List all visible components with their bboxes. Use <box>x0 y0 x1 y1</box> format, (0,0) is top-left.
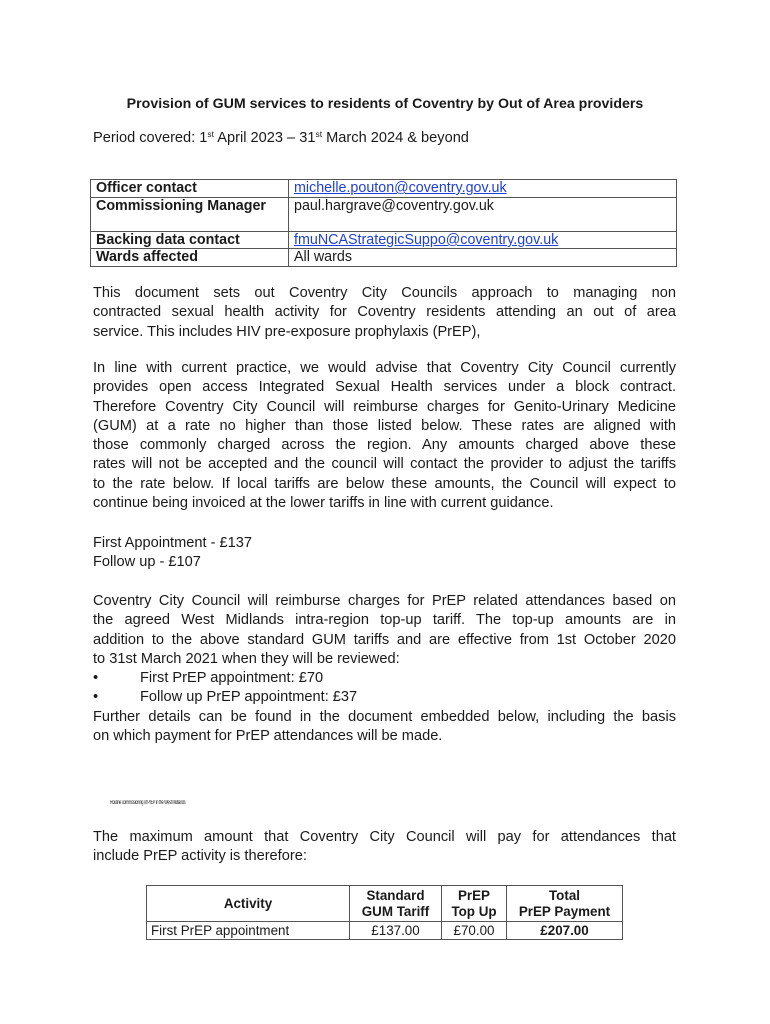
contact-row-commissioning <box>91 198 677 232</box>
practice-line: continue being invoiced at the lower tariffs in line with current guidance. <box>93 495 554 512</box>
practice-line: provides open access Integrated Sexual Health services under a block contract. <box>93 379 676 396</box>
prep-table-header-row <box>147 886 623 922</box>
bullet-marker: • <box>93 670 99 687</box>
gum-tariffs <box>93 534 676 573</box>
tariff-first-appointment: First Appointment - £137 <box>93 535 252 551</box>
maximum-line: The maximum amount that Coventry City Council will pay for attendances that <box>93 829 676 845</box>
prep-line: Coventry City Council will reimburse charges for PrEP related attendances based on <box>93 593 676 609</box>
intro-line: contracted sexual health activity for Coventry residents attending an out of area <box>93 304 676 321</box>
prep-line: addition to the above standard GUM tariffs and are effective from 1st October 2020 <box>93 631 676 648</box>
practice-line: (GUM) at a rate no higher than those listed below. These rates are aligned with <box>93 417 676 434</box>
practice-line: In line with current practice, we would advise that Coventry City Council currently <box>93 360 676 376</box>
contact-label: Wards affected <box>91 249 289 267</box>
period-middle: April 2023 – 31 <box>214 130 316 146</box>
header-text: Top Up <box>451 903 497 919</box>
period-sup-2: st <box>315 129 323 139</box>
contact-value: paul.hargrave@coventry.gov.uk <box>289 198 677 232</box>
header-text: PrEP Payment <box>518 903 611 919</box>
cell-activity: First PrEP appointment <box>147 922 350 940</box>
header-activity <box>147 886 350 922</box>
bullet-text: Follow up PrEP appointment: £37 <box>140 689 358 706</box>
intro-line: service. This includes HIV pre-exposure prophylaxis (PrEP), <box>93 323 481 340</box>
contact-label: Backing data contact <box>91 232 289 249</box>
embedded-document-link[interactable]: Routine commissioning of PrEP in the West Midlands <box>110 800 186 806</box>
intro-line: This document sets out Coventry City Councils approach to managing non <box>93 285 676 301</box>
contact-label: Officer contact <box>91 180 289 198</box>
practice-paragraph <box>93 359 676 513</box>
cell-total-prep-payment: £207.00 <box>507 922 623 940</box>
bullet-marker: • <box>93 689 99 706</box>
practice-line: those commonly charged across the region. Any amounts charged above these <box>93 437 676 454</box>
bullet-text: First PrEP appointment: £70 <box>140 670 324 687</box>
practice-line: rates will not be accepted and the council will contact the provider to adjust the tariffs <box>93 456 676 473</box>
further-line: Further details can be found in the document embedded below, including the basis <box>93 708 676 725</box>
contact-value: All wards <box>289 249 677 267</box>
further-line: on which payment for PrEP attendances will be made. <box>93 728 443 745</box>
bullet-follow-up-prep <box>93 688 676 707</box>
tariff-follow-up: Follow up - £107 <box>93 554 201 571</box>
officer-email-link[interactable]: michelle.pouton@coventry.gov.uk <box>294 180 507 196</box>
header-text: Standard <box>366 887 425 903</box>
contact-label: Commissioning Manager <box>91 198 289 232</box>
bullet-first-prep <box>93 669 676 688</box>
intro-paragraph <box>93 284 676 342</box>
cell-prep-top-up: £70.00 <box>442 922 507 940</box>
contact-value <box>289 180 677 198</box>
header-prep-top-up <box>442 886 507 922</box>
contact-row-wards <box>91 249 677 267</box>
table-row <box>147 922 623 940</box>
period-suffix: March 2024 & beyond <box>322 130 469 146</box>
header-text: Activity <box>223 895 273 911</box>
cell-standard-gum-tariff: £137.00 <box>350 922 442 940</box>
period-covered <box>93 130 469 146</box>
maximum-line: include PrEP activity is therefore: <box>93 848 307 865</box>
practice-line: to the rate below. If local tariffs are below these amounts, the Council will expect to <box>93 475 676 492</box>
period-prefix: Period covered: 1 <box>93 130 208 146</box>
backing-data-email-link[interactable]: fmuNCAStrategicSuppo@coventry.gov.uk <box>294 232 559 248</box>
prep-paragraph <box>93 592 676 746</box>
document-title: Provision of GUM services to residents of Coventry by Out of Area providers <box>126 96 644 112</box>
prep-line: the agreed West Midlands intra-region top-up tariff. The top-up amounts are in <box>93 612 676 629</box>
contacts-table <box>90 179 677 267</box>
prep-line: to 31st March 2021 when they will be reviewed: <box>93 650 400 667</box>
prep-payment-table <box>146 885 623 940</box>
contact-value <box>289 232 677 249</box>
header-text: PrEP <box>457 887 490 903</box>
header-text: Total <box>549 887 580 903</box>
contact-row-officer <box>91 180 677 198</box>
period-sup-1: st <box>207 129 215 139</box>
header-text: GUM Tariff <box>361 903 430 919</box>
header-total-prep-payment <box>507 886 623 922</box>
contact-row-backing-data <box>91 232 677 249</box>
practice-line: Therefore Coventry City Council will reimburse charges for Genito-Urinary Medicine <box>93 398 676 415</box>
maximum-paragraph <box>93 828 676 867</box>
header-standard-gum-tariff <box>350 886 442 922</box>
